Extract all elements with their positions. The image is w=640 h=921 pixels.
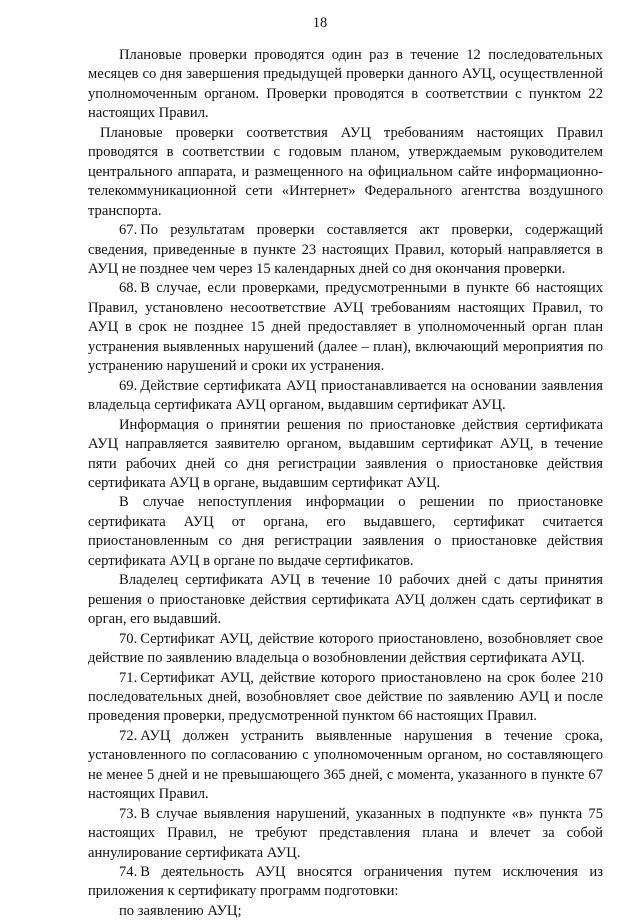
paragraph-text: В случае, если проверками, предусмотренными в пункте 66 настоящих Правил, установлено несоответствие АУЦ требованиям настоящих Правил, то АУЦ в срок не позднее 15 дней предоставляет в уполномоченный орган план устранения выявленных нарушений (далее – план), включающий мероприятия по устранению нарушений и сроки их устранения. [88, 280, 603, 375]
paragraph-text: Плановые проверки соответствия АУЦ требованиям настоящих Правил проводятся в соответствии с годовым планом, утверждаемым руководителем центрального аппарата, и размещенного на официальном сайте информационно-телекоммуникационной сети «Интернет» Федерального агентства воздушного транспорта. [88, 124, 603, 219]
paragraph [88, 571, 603, 629]
paragraph-text: В деятельность АУЦ вносятся ограничения путем исключения из приложения к сертификату программ подготовки: [88, 864, 603, 900]
paragraph-number: 71. [119, 669, 138, 686]
paragraph [88, 46, 603, 124]
paragraph-72 [88, 727, 603, 805]
paragraph-number: 67. [119, 222, 138, 239]
paragraph-text: Сертификат АУЦ, действие которого приостановлено на срок более 210 последовательных дней, возобновляет свое действие по заявлению АУЦ и после проведения проверки, предусмотренной пунктом 66 настоящих Правил. [88, 669, 603, 725]
paragraph-text: Плановые проверки проводятся один раз в течение 12 последовательных месяцев со дня завершения предыдущей проверки данного АУЦ, осуществленной уполномоченным органом. Проверки проводятся в соответствии с пунктом 22 настоящих Правил. [88, 47, 603, 122]
paragraph-text: Владелец сертификата АУЦ в течение 10 рабочих дней с даты принятия решения о приостановке действия сертификата АУЦ должен сдать сертификат в орган, его выдавший. [88, 572, 603, 628]
paragraph-74 [88, 863, 603, 902]
paragraph-text: АУЦ должен устранить выявленные нарушения в течение срока, установленного по согласованию с уполномоченным органом, но составляющего не менее 5 дней и не превышающего 365 дней, с момента, указанного в пункте 67 настоящих Правил. [88, 727, 603, 803]
paragraph-number: 74. [119, 864, 138, 881]
paragraph-text: Сертификат АУЦ, действие которого приостановлено, возобновляет свое действие по заявлению владельца о возобновлении действия сертификата АУЦ. [88, 630, 603, 667]
paragraph-text: В случае выявления нарушений, указанных в подпункте «в» пункта 75 настоящих Правил, не требуют представления плана и влечет за собой аннулирование сертификата АУЦ. [88, 805, 603, 861]
paragraph-71 [88, 669, 603, 727]
paragraph-number: 68. [119, 280, 138, 297]
page-number: 18 [312, 15, 328, 31]
paragraph-text: Информация о принятии решения по приостановке действия сертификата АУЦ направляется заявителю органом, выдавшим сертификат АУЦ, в течение пяти рабочих дней со дня регистрации заявления о приостановке действия сертификата АУЦ в органе, выдавшим сертификат АУЦ. [88, 416, 603, 491]
paragraph [88, 493, 603, 571]
paragraph-text: По результатам проверки составляется акт проверки, содержащий сведения, приведенные в пункте 23 настоящих Правил, который направляется в АУЦ не позднее чем через 15 календарных дней со дня окончания проверки. [88, 222, 603, 277]
paragraph-73 [88, 805, 603, 863]
paragraph-70 [88, 630, 603, 669]
paragraph-text: В случае непоступления информации о решении по приостановке сертификата АУЦ от органа, его выдавшего, сертификат считается приостановленным со дня регистрации заявления о приостановке действия сертификата АУЦ в органе по выдаче сертификатов. [88, 494, 603, 569]
paragraph-text: Действие сертификата АУЦ приостанавливается на основании заявления владельца сертификата АУЦ органом, выдавшим сертификат АУЦ. [88, 377, 603, 414]
paragraph [88, 416, 603, 494]
paragraph-number: 69. [119, 377, 138, 394]
paragraph-text: по заявлению АУЦ; [119, 902, 242, 919]
paragraph-68 [88, 279, 603, 376]
paragraph-number: 73. [119, 805, 138, 822]
paragraph-number: 70. [119, 630, 138, 647]
paragraph [88, 124, 603, 221]
document-body [88, 46, 603, 921]
paragraph-number: 72. [119, 727, 138, 744]
paragraph-67 [88, 221, 603, 279]
paragraph-69 [88, 377, 603, 416]
